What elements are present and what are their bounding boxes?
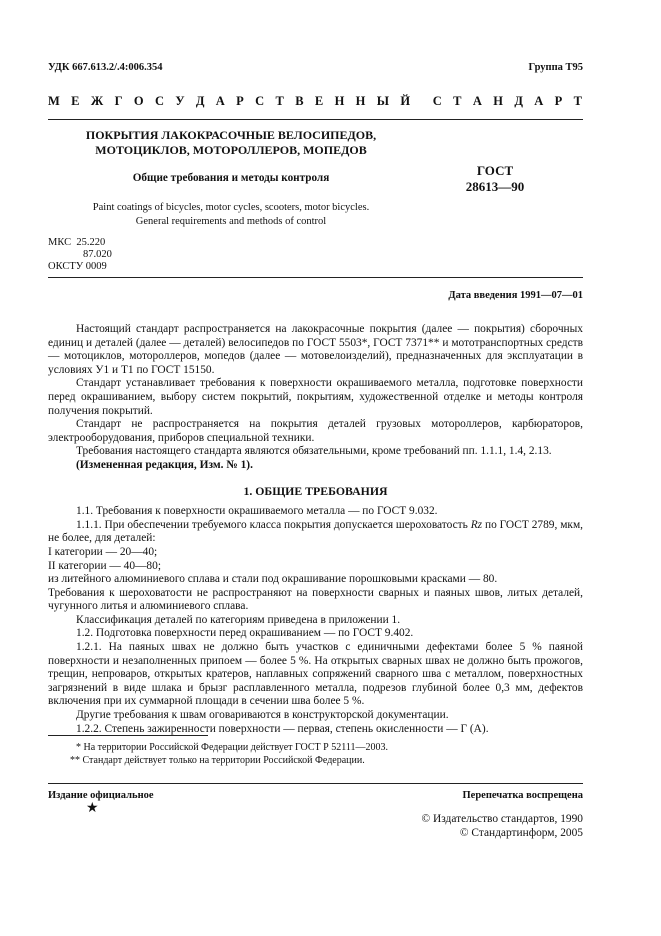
introduction-date: Дата введения 1991—07—01 (448, 290, 583, 301)
classification-codes (48, 237, 112, 273)
title-line-1: ПОКРЫТИЯ ЛАКОКРАСОЧНЫЕ ВЕЛОСИПЕДОВ, (85, 128, 377, 142)
category-aluminium: из литейного алюминиевого сплава и стали под окрашивание порошковыми красками — 80. (48, 573, 498, 586)
standard-banner-letter: Г (114, 94, 123, 108)
clause-1-1-1-tail: по ГОСТ 2789, мкм, не более, для деталей: (48, 518, 583, 545)
standard-banner-letter: Р (236, 94, 244, 108)
footnote-rule (48, 735, 208, 736)
standard-banner-letter: С (432, 94, 442, 108)
standard-banner-letter: Н (493, 94, 503, 108)
paragraph-mandatory: Требования настоящего стандарта являются обязательными, кроме требований пп. 1.1.1, 1.4, 2.13. (76, 445, 552, 458)
reprint-prohibited: Перепечатка воспрещена (462, 790, 583, 801)
okstu-code: ОКСТУ 0009 (48, 261, 107, 272)
footnote-2: ** Стандарт действует только на территории Российской Федерации. (70, 755, 365, 766)
clause-1-1-1-text: 1.1.1. При обеспечении требуемого класса покрытия допускается шероховатость (76, 518, 471, 531)
gost-label: ГОСТ (476, 163, 514, 178)
paragraph-requirements: Стандарт устанавливает требования к поверхности окрашиваемого металла, подготовке поверхности перед окрашиванием, выбору систем покрытий, покрытиям, художественной отделке и методы контроля получения покрытий. (48, 377, 583, 417)
standard-banner-letter: У (175, 94, 185, 108)
copyright-block (422, 812, 583, 840)
standard-banner-letter: В (295, 94, 304, 108)
standard-banner-letter: А (534, 94, 544, 108)
paragraph-exclusions: Стандарт не распространяется на покрытия деталей грузовых мотороллеров, карбюраторов, электрооборудования, приборов специальной техники. (48, 418, 583, 444)
standard-banner-letter: А (472, 94, 482, 108)
title-line-2: МОТОЦИКЛОВ, МОТОРОЛЛЕРОВ, МОПЕДОВ (95, 143, 367, 157)
clause-1-1: 1.1. Требования к поверхности окрашиваемого металла — по ГОСТ 9.032. (76, 505, 438, 518)
clause-1-2-1: 1.2.1. На паяных швах не должно быть участков с единичными дефектами более 5 % паяной поверхности и незаполненных припоем — более 5 %. На открытых сварных швах не должно быть прожогов, трещин, непроваров, открытых кратеров, наплавных сопряжений сварного шва с металлом, поверхностных загрязнений в виде шлака и брызг расплавленного металла, подрезов глубиной более 0,3 мм, дефектов включения при их суммарной площади в сечении шва более 5 %. (48, 641, 583, 708)
official-edition: Издание официальное (48, 790, 154, 801)
standard-banner-letter: Д (195, 94, 205, 108)
category-2: II категории — 40—80; (48, 559, 161, 572)
standard-banner-letter: Н (355, 94, 366, 108)
standard-banner-letter: О (133, 94, 144, 108)
rz-symbol: Rz (470, 518, 483, 531)
standard-banner-letter: Е (314, 94, 324, 108)
document-body (48, 323, 583, 736)
clause-1-1-1 (48, 519, 583, 546)
top-rule (48, 119, 583, 120)
udk-code: УДК 667.613.2/.4:006.354 (48, 62, 163, 73)
mks-label: МКС (48, 237, 72, 248)
standard-banner-letter: Д (514, 94, 523, 108)
footnote-1: * На территории Российской Федерации действует ГОСТ Р 52111—2003. (76, 742, 388, 753)
standard-banner-letter: Ж (90, 94, 104, 108)
standard-banner-letter: Н (334, 94, 345, 108)
standard-banner-letter: Р (554, 94, 563, 108)
roughness-exclusion: Требования к шероховатости не распространяют на поверхности сварных и паяных швов, литых деталей, чугунного литья и алюминиевого сплава. (48, 586, 583, 613)
mks-code-1: 25.220 (76, 237, 106, 248)
mks-code-2: 87.020 (83, 249, 112, 260)
star-icon: ★ (86, 801, 99, 816)
standard-banner-letter: Е (71, 94, 80, 108)
mid-rule (48, 277, 583, 278)
copyright-1990: © Издательство стандартов, 1990 (421, 813, 583, 825)
document-title (48, 128, 414, 158)
interstate-standard-banner (48, 94, 582, 109)
section-heading-general: 1. ОБЩИЕ ТРЕБОВАНИЯ (243, 483, 388, 498)
standard-banner-letter: Т (453, 94, 462, 108)
document-subtitle: Общие требования и методы контроля (132, 172, 330, 184)
group-code: Группа Т95 (528, 62, 583, 73)
footer-rule (48, 783, 583, 784)
category-1: I категории — 20—40; (48, 545, 158, 558)
standard-banner-letter: А (215, 94, 225, 108)
standard-banner-letter: С (255, 94, 265, 108)
amendment-note: (Измененная редакция, Изм. № 1). (76, 458, 253, 471)
english-title-line-1: Paint coatings of bicycles, motor cycles, scooters, motor bicycles. (92, 202, 370, 213)
standard-banner-letter: Й (400, 94, 411, 108)
classification-note: Классификация деталей по категориям приведена в приложении 1. (76, 613, 401, 626)
standard-banner-letter: Ы (376, 94, 390, 108)
clause-1-2: 1.2. Подготовка поверхности перед окрашиванием — по ГОСТ 9.402. (76, 627, 414, 640)
standard-banner-letter: С (154, 94, 164, 108)
paragraph-scope: Настоящий стандарт распространяется на лакокрасочные покрытия (далее — покрытия) сборочных единиц и деталей (далее — деталей) велосипедов по ГОСТ 5503*, ГОСТ 7371** и мототранспортных средств — мотоциклов, мотороллеров, мопедов (далее — мотовелоизделий), предназначенных для эксплуатации в условиях У1 и Т1 по ГОСТ 15150. (48, 323, 583, 376)
copyright-2005: © Стандартинформ, 2005 (459, 827, 583, 839)
weld-requirements-note: Другие требования к швам оговариваются в конструкторской документации. (76, 709, 449, 722)
gost-designation (440, 163, 550, 195)
english-title-line-2: General requirements and methods of control (135, 216, 327, 227)
standard-banner-letter: Т (573, 94, 582, 108)
clause-1-2-2: 1.2.2. Степень зажиренности поверхности — первая, степень окисленности — Г (А). (76, 722, 489, 735)
english-title (48, 201, 414, 229)
standard-banner-letter: М (48, 94, 60, 108)
standard-banner-letter: Т (275, 94, 284, 108)
gost-number: 28613—90 (465, 179, 525, 194)
